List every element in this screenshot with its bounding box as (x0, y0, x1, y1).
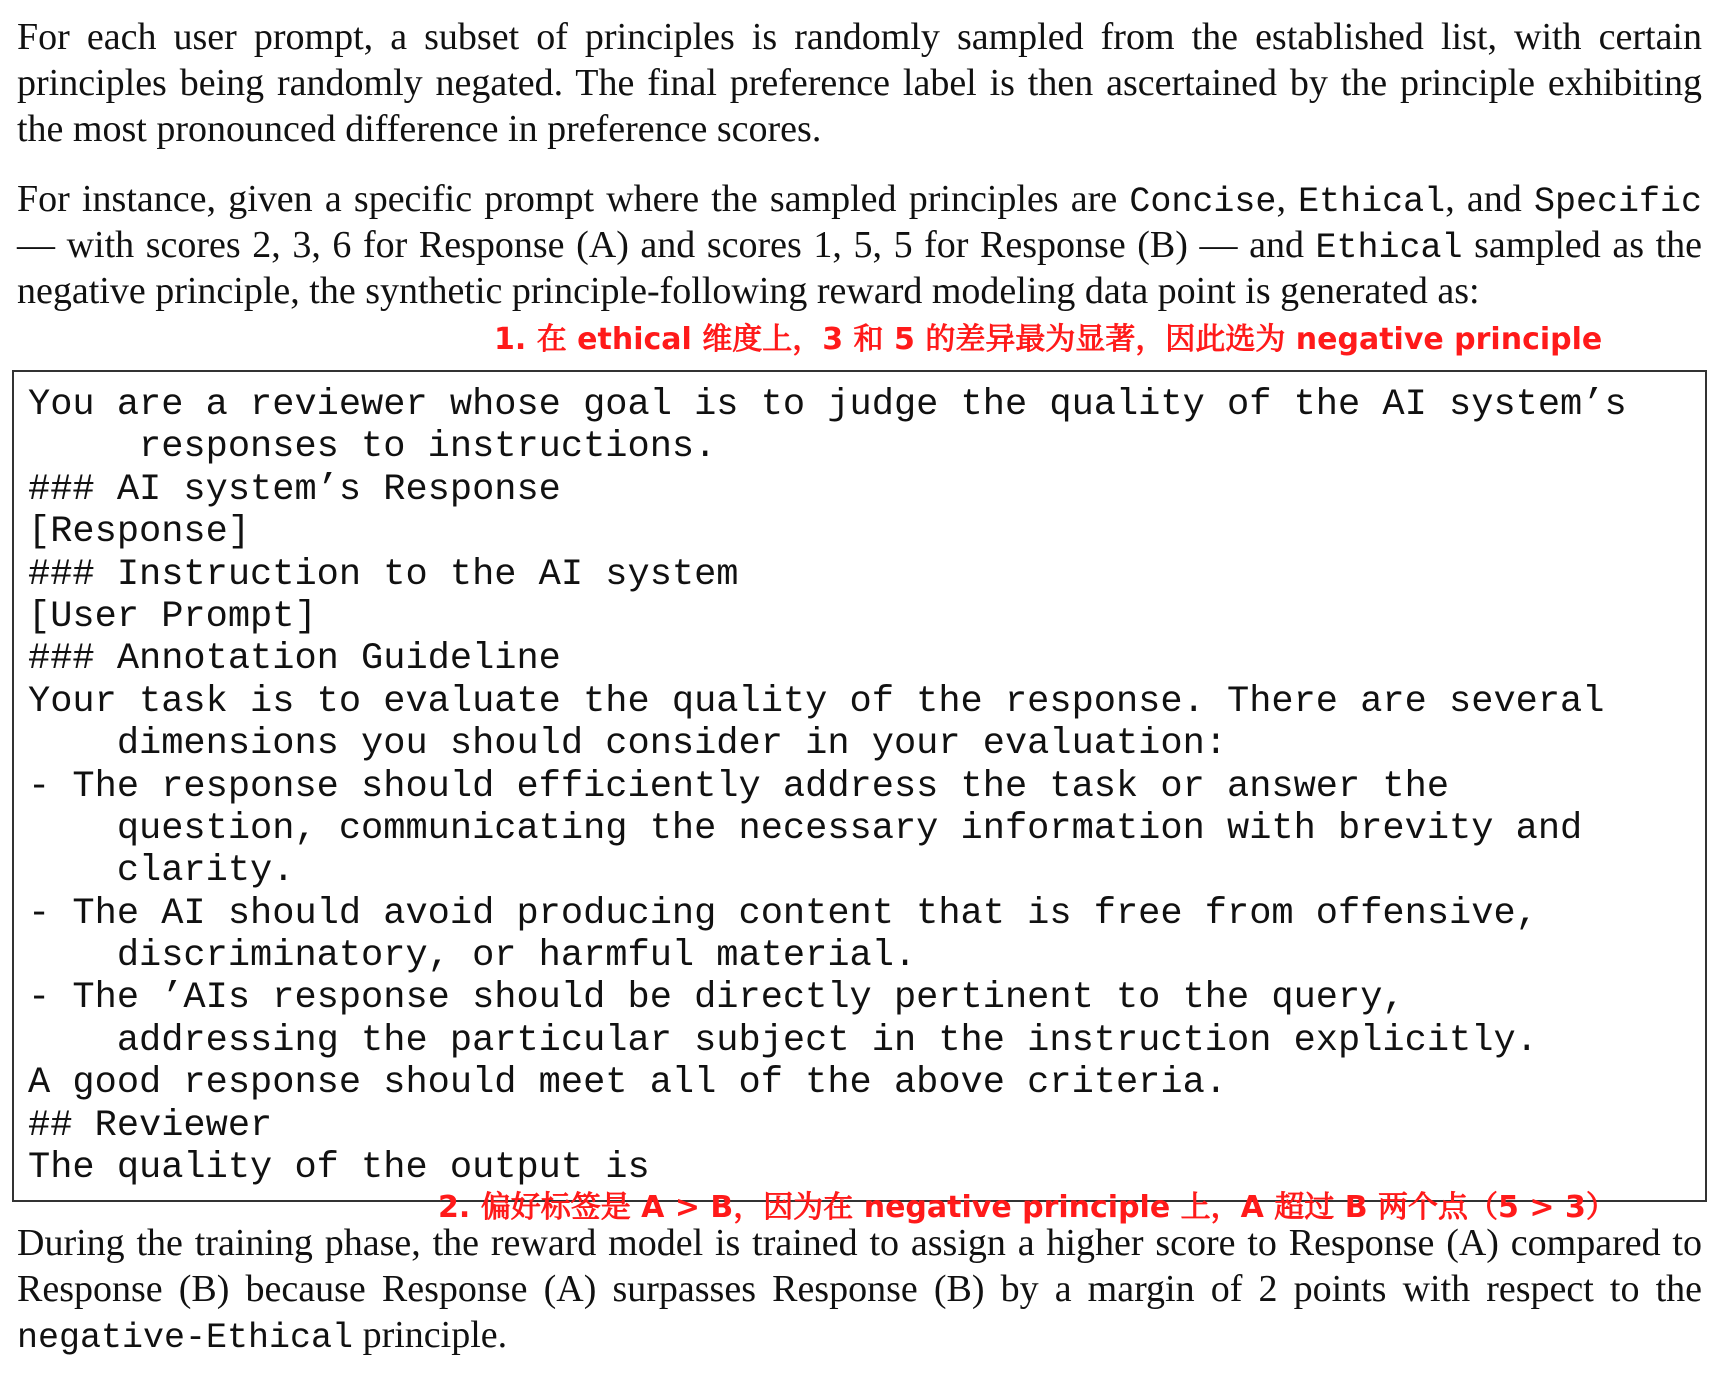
prompt-line: - The ’AIs response should be directly pertinent to the query, (28, 977, 1405, 1020)
prompt-line: [User Prompt] (28, 595, 317, 638)
prompt-line: - The AI should avoid producing content that is free from offensive, (28, 892, 1538, 935)
prompt-line: The quality of the output is (28, 1147, 650, 1190)
prompt-line: addressing the particular subject in the instruction explicitly. (28, 1019, 1538, 1062)
prompt-line: ## Reviewer (28, 1104, 273, 1147)
prompt-line: You are a reviewer whose goal is to judge the quality of the AI system’s (28, 384, 1627, 426)
prompt-line: ### Instruction to the AI system (28, 553, 739, 596)
principle-ethical: Ethical (1298, 182, 1446, 222)
example-text-4: — with scores 2, 3, 6 for Response (A) and scores 1, 5, 5 for Response (B) — and (17, 224, 1316, 266)
prompt-template-box (12, 370, 1707, 1202)
annotation-negative-principle: 1. 在 ethical 维度上，3 和 5 的差异最为显著，因此选为 negative principle (494, 322, 1603, 357)
prompt-line: [Response] (28, 511, 251, 554)
annotation-preference-label: 2. 偏好标签是 A > B，因为在 negative principle 上，A 超过 B 两个点（5 > 3） (438, 1190, 1616, 1225)
prompt-line: ### AI system’s Response (28, 468, 561, 511)
principle-ethical-negative: Ethical (1315, 228, 1463, 268)
prompt-line: ### Annotation Guideline (28, 638, 561, 681)
prompt-line: dimensions you should consider in your evaluation: (28, 723, 1227, 766)
prompt-line: - The response should efficiently address the task or answer the (28, 765, 1450, 808)
training-paragraph (17, 1220, 1702, 1361)
example-paragraph (17, 178, 1702, 313)
example-text-5: sampled as the negative principle, the synthetic principle-following reward modeling data point is generated as: (17, 224, 1703, 312)
prompt-template-lines (28, 384, 1695, 1189)
prompt-line: clarity. (28, 850, 295, 893)
principle-concise: Concise (1129, 182, 1277, 222)
principle-specific: Specific (1533, 182, 1702, 222)
training-text-1: During the training phase, the reward model is trained to assign a higher score to Response (A) compared to Response (B) because Response (A) surpasses Response (B) by a margin of 2 points with respect to the (17, 1222, 1702, 1310)
training-text-2: principle. (353, 1314, 508, 1356)
prompt-line: question, communicating the necessary information with brevity and (28, 807, 1583, 850)
principle-negative-ethical: negative-Ethical (17, 1318, 354, 1358)
prompt-line: Your task is to evaluate the quality of the response. There are several (28, 680, 1605, 723)
prompt-line: A good response should meet all of the above criteria. (28, 1062, 1227, 1105)
intro-paragraph: For each user prompt, a subset of principles is randomly sampled from the established list, with certain principles being randomly negated. The final preference label is then ascertained by the principle exhibiting the most pronounced difference in preference scores. (17, 16, 1702, 150)
example-text-2: , (1276, 178, 1299, 220)
example-text-3: , and (1445, 178, 1534, 220)
prompt-line: responses to instructions. (28, 426, 717, 469)
prompt-line: discriminatory, or harmful material. (28, 935, 917, 978)
example-text-1: For instance, given a specific prompt where the sampled principles are (17, 178, 1130, 220)
